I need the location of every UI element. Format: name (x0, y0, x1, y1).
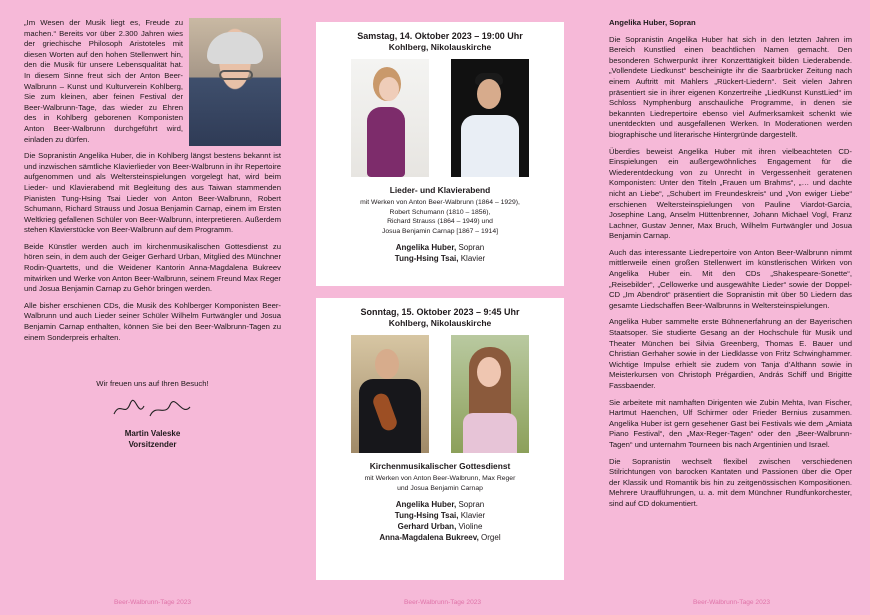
photo-face (477, 357, 501, 387)
bio-paragraph-1: Die Sopranistin Angelika Huber hat sich in den letzten Jahren im Bereich Kunstlied einen beachtlichen Namen gemacht. Den besonderen Schwerpunkt ihrer Konzerttätigkeit bilden Liederabende. „Vollendete Liedkunst“ bescheinigte ihr die Saarbrücker Zeitung nach einem Auftritt mit Mahlers „Rückert-Liedern“. Seit vielen Jahren präsentiert sie in ihrer eigenen Konzertreihe „LiedKunst KunstLied“ im Schloss Nymphenburg anschauliche Programme, in denen sie bekannten Liedrepertoire ebenso viel Aufmerksamkeit schenkt wie unentdeckten und ausgefallenen Werken. In Moderationen werden biographische und literarische Hintergründe dargestellt. (609, 34, 852, 139)
photo-top (463, 413, 517, 453)
event2-performer-4 (316, 532, 564, 543)
performer-role: Klavier (458, 511, 486, 521)
footer-left: Beer-Walbrunn-Tage 2023 (114, 599, 192, 606)
photo-dress (367, 107, 405, 177)
event1-line1: mit Werken von Anton Beer-Walbrunn (1864 – 1929), (360, 199, 520, 206)
portrait-glasses (219, 70, 253, 80)
paragraph-concert-info: Die Sopranistin Angelika Huber, die in Kohlberg längst bestens bekannt ist und inzwischen sämtliche Klavierlieder von Beer-Walbrunn in ihr Repertoire aufgenommen und als Weltersteinspielungen vorgelegt hat, wird beim Lieder- und Klavierabend mit Begleitung des aus Taiwan stammenden Pianisten Tung-Hsing Tsai Lieder von Anton Beer-Walbrunn, Robert Schumann, Richard Strauss und Josua Benjamin Carnap, einem im Ersten Weltkrieg gefallenen Schüler von Beer-Walbrunn, interpretieren. Außerdem stehen Klavierstücke von Beer-Walbrunn auf dem Programm. (24, 151, 281, 235)
signature-image (110, 398, 196, 422)
performer-name: Tung-Hsing Tsai, (394, 254, 459, 264)
event2-performer-2 (316, 510, 564, 521)
photo-anna-magdalena-bukreev (451, 335, 529, 453)
performer-role: Violine (456, 522, 483, 532)
event1-title: Lieder- und Klavierabend (389, 185, 491, 195)
right-column (609, 18, 852, 516)
event1-line4: Josua Benjamin Carnap [1867 – 1914] (381, 227, 498, 235)
intro-paragraph: „Im Wesen der Musik liegt es, Freude zu machen.“ Bereits vor über 2.300 Jahren wies der griechische Philosoph Aristoteles mit diesen Worten auf den hohen Stellenwert hin, den die Musik für unsere Lebensqualität hat. In diesem Sinne freut sich der Anton Beer-Walbrunn – Kunst und Kulturverein Kohlberg, Sie zum kleinen, aber feinen Festival der Beer-Walbrunn-Tage, das wieder zu Ehren des in Kohlberg geborenen Komponisten Anton Beer-Walbrunn durchgeführt wird, einladen zu dürfen. (24, 18, 183, 144)
performer-role: Klavier (458, 254, 486, 264)
photo-tung-hsing-tsai (451, 59, 529, 177)
event2-line1: mit Werken von Anton Beer-Walbrunn, Max Reger (364, 475, 516, 482)
intro-block (24, 18, 281, 145)
photo-shirt (461, 115, 519, 177)
performer-name: Tung-Hsing Tsai, (394, 511, 459, 521)
performer-name: Angelika Huber, (395, 243, 457, 253)
chairman-portrait (189, 18, 281, 146)
photo-face (379, 77, 399, 101)
footer-right: Beer-Walbrunn-Tage 2023 (693, 599, 771, 606)
performer-role: Orgel (478, 533, 501, 543)
event2-line2: und Josua Benjamin Carnap (397, 484, 483, 492)
event1-venue: Kohlberg, Nikolauskirche (388, 42, 492, 52)
signer-name: Martin Valeske (124, 428, 181, 438)
bio-paragraph-5: Sie arbeitete mit namhaften Dirigenten wie Zubin Mehta, Ivan Fischer, Hartmut Haenchen, Ulf Schirmer oder Frieder Bernius zusammen. Angelika Huber ist gern gesehener Gast bei Festivals wie dem „Amiata Piano Festival“, den „Max-Reger-Tagen“ oder den „Beer-Walbrunn-Tagen“ und unternahm Tourneen bis nach Argentinien und Israel. (609, 397, 852, 449)
performer-name: Anna-Magdalena Bukreev, (379, 533, 479, 543)
event1-performer-2 (316, 253, 564, 264)
bio-paragraph-6: Die Sopranistin wechselt flexibel zwischen verschiedenen Stilrichtungen von barocken Kantaten und Passionen über die Oper der Klassik und Romantik bis hin zu zeitgenössischen Kompositionen. Mehrere Uraufführungen, u. a. mit dem Münchner Rundfunkorchester, sind auf CD dokumentiert. (609, 456, 852, 508)
portrait-hair (207, 32, 263, 64)
bio-heading: Angelika Huber, Sopran (609, 18, 696, 27)
bio-paragraph-4: Angelika Huber sammelte erste Bühnenerfahrung an der Bayerischen Staatsoper. Sie studierte Gesang an der Hochschule für Musik und Theater München bei Silvia Greenberg, Thomas E. Bauer und Christian Gerhaher sowie in der Liedklasse von Fritz Schwinghammer. Wichtige Impulse erhielt sie zudem von Tanja d’Althann sowie in Meisterkursen von Christoph Prégardien, András Schiff und Brigitte Fassbaender. (609, 317, 852, 390)
bio-paragraph-3: Auch das interessante Liedrepertoire von Anton Beer-Walbrunn nimmt mittlerweile einen großen Stellenwert im künstlerischen Wirken von Angelika Huber ein. Mit den CDs „Shakespeare-Sonette“, „Reisebilder“, „Cellowerke und ausgewählte Lieder“ sowie der Doppel-CD „Im Abendrot“ präsentiert die Sopranistin mit über 50 Liedern das gesamte Liedschaffen Beer-Walbrunns in Weltersteinspielungen. (609, 247, 852, 310)
signoff-block (24, 379, 281, 450)
event2-performers (316, 499, 564, 543)
performer-name: Gerhard Urban, (397, 522, 457, 532)
bio-paragraph-2: Überdies beweist Angelika Huber mit ihren vielbeachteten CD-Einspielungen ein außergewöhnliches Engagement für die Wiederentdeckung von zu Unrecht in Vergessenheit geratenen Komponisten: Unter den Titeln „Frauen um Brahms“, „… und dachte nicht an Liebe“, „Schubert im Freundeskreis“ und „Von ewiger Liebe“ erschienen Weltersteinspielungen von Pauline Viardot-Garcia, Josephine Lang, Anselm Hüttenbrenner, Johann Michael Vogl, Franz Lachner, Gustav Jenner, Max Bruch, Wilhelm Furtwängler und Josua Benjamin Carnap. (609, 146, 852, 241)
event2-datetime: Sonntag, 15. Oktober 2023 – 9:45 Uhr (360, 307, 520, 317)
performer-name: Angelika Huber, (395, 500, 457, 510)
signer-title: Vorsitzender (128, 439, 177, 449)
left-column (24, 18, 281, 450)
photo-gerhard-urban (351, 335, 429, 453)
event1-datetime: Samstag, 14. Oktober 2023 – 19:00 Uhr (357, 31, 523, 41)
paragraph-service-info: Beide Künstler werden auch im kirchenmusikalischen Gottesdienst zu hören sein, in dem auch der Geiger Gerhard Urban, Mitglied des Münchner Rodin-Quartetts, und die Weidener Kantorin Anna-Magdalena Bukreev mitwirken und Werke von Anton Beer-Walbrunn, seinem Freund Max Reger und Josua Benjamin Carnap zu Gehör bringen werden. (24, 241, 281, 294)
event1-performers (316, 242, 564, 264)
footer-center: Beer-Walbrunn-Tage 2023 (404, 599, 482, 606)
photo-face (375, 349, 399, 379)
event2-title: Kirchenmusikalischer Gottesdienst (369, 461, 511, 471)
event1-line3: Richard Strauss (1864 – 1949) und (387, 218, 493, 226)
event2-venue: Kohlberg, Nikolauskirche (388, 318, 492, 328)
event1-performer-1 (316, 242, 564, 253)
event-box-sunday (316, 298, 564, 580)
performer-role: Sopran (456, 500, 485, 510)
photo-face (477, 79, 501, 109)
event-box-saturday (316, 22, 564, 286)
event2-photos (316, 335, 564, 453)
performer-role: Sopran (456, 243, 485, 253)
event1-line2: Robert Schumann (1810 – 1856), (389, 208, 491, 216)
event2-performer-3 (316, 521, 564, 532)
event2-performer-1 (316, 499, 564, 510)
event1-photos (316, 59, 564, 177)
welcome-text: Wir freuen uns auf Ihren Besuch! (96, 379, 209, 389)
photo-angelika-huber (351, 59, 429, 177)
paragraph-cd-info: Alle bisher erschienen CDs, die Musik des Kohlberger Komponisten Beer-Walbrunn und auch Lieder seiner Schüler Wilhelm Furtwängler und Josua Benjamin Carnap enthalten, können Sie bei den Beer-Walbrunn-Tagen zu einem Sonderpreis erhalten. (24, 300, 281, 342)
